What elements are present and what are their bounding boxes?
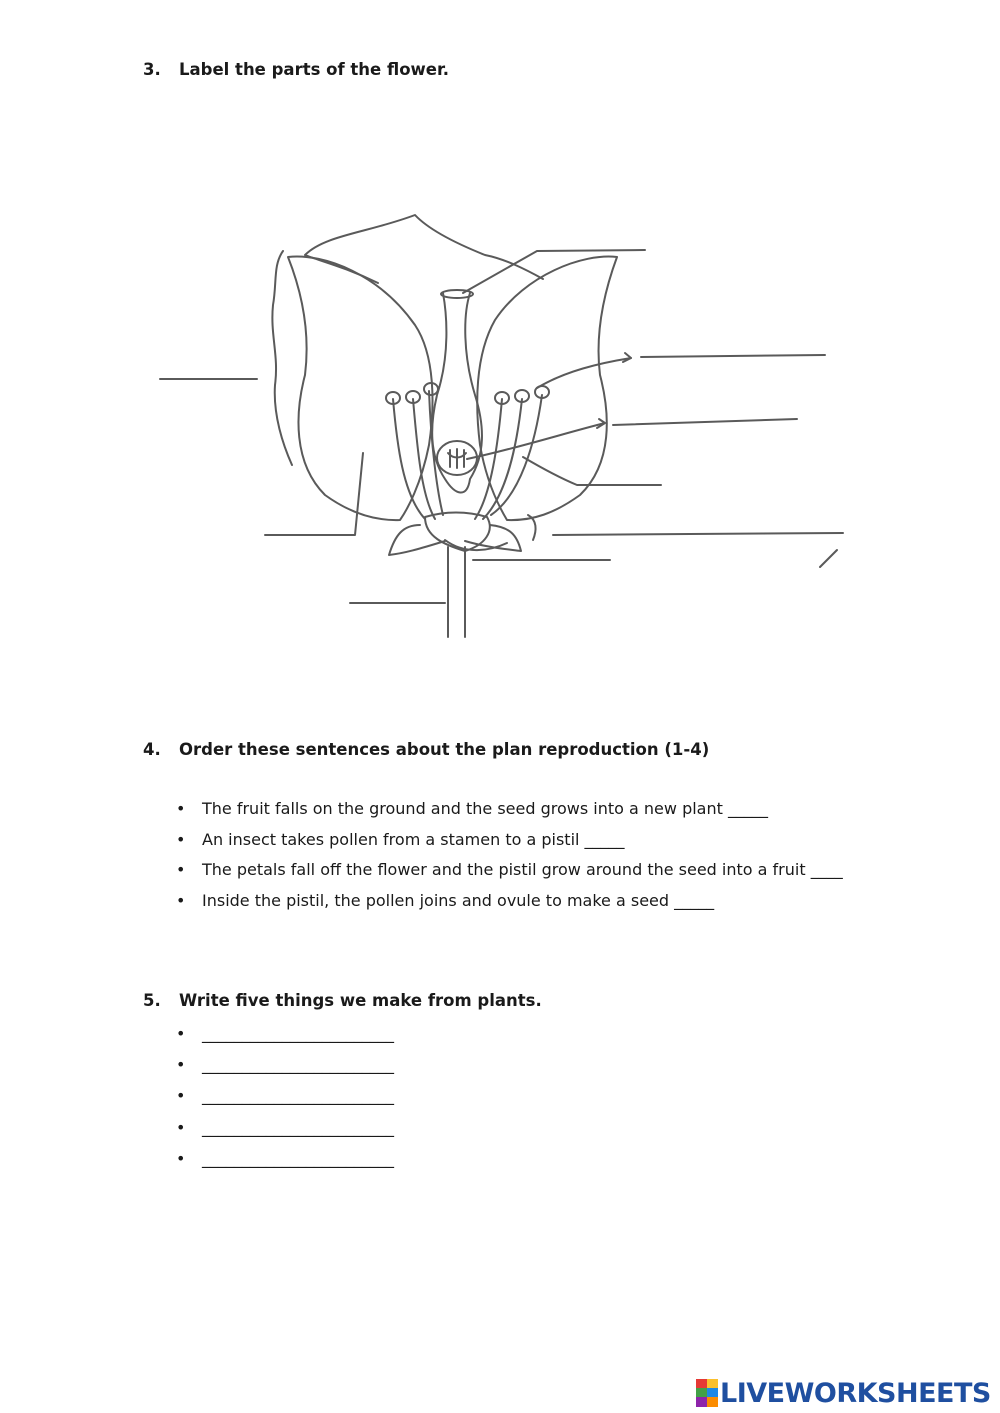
- ovules: [448, 449, 466, 468]
- label-line: [553, 533, 843, 535]
- question-4-heading: [143, 740, 709, 759]
- order-sentences-list: [176, 798, 843, 920]
- stamen-right-2: [483, 399, 522, 519]
- list-item: • The fruit falls on the ground and the seed grows into a new plant _____: [176, 798, 843, 829]
- label-line: [265, 453, 363, 535]
- label-line: [537, 358, 631, 388]
- question-number: 4.: [143, 740, 161, 759]
- label-line: [613, 419, 797, 425]
- stem: [448, 547, 465, 637]
- logo-text: LIVEWORKSHEETS: [720, 1377, 991, 1409]
- answer-blank[interactable]: • ________________________: [176, 1023, 394, 1054]
- anther: [424, 383, 438, 395]
- question-5-heading: [143, 991, 542, 1010]
- question-number: 3.: [143, 60, 161, 79]
- question-text: Write five things we make from plants.: [179, 991, 542, 1010]
- answer-blank[interactable]: • ________________________: [176, 1148, 394, 1179]
- left-bracket: [272, 251, 292, 465]
- stamen-left-3: [429, 391, 443, 515]
- label-line: [641, 355, 825, 357]
- question-text: Order these sentences about the plan reproduction (1-4): [179, 740, 710, 759]
- question-text: Label the parts of the flower.: [179, 60, 450, 79]
- flower-diagram: [145, 195, 855, 665]
- list-item: • The petals fall off the flower and the pistil grow around the seed into a fruit ____: [176, 859, 843, 890]
- back-petal: [305, 215, 543, 283]
- list-item: • Inside the pistil, the pollen joins and ovule to make a seed _____: [176, 890, 843, 921]
- answer-blank[interactable]: • ________________________: [176, 1085, 394, 1116]
- label-line: [623, 353, 631, 362]
- logo-mark-icon: [696, 1379, 718, 1407]
- liveworksheets-logo: [696, 1375, 991, 1411]
- list-item: • An insect takes pollen from a stamen to a pistil _____: [176, 829, 843, 860]
- answer-blanks-list: [176, 1023, 394, 1179]
- label-line: [820, 550, 837, 567]
- sepal-left: [389, 525, 445, 555]
- answer-blank[interactable]: • ________________________: [176, 1054, 394, 1085]
- stigma: [441, 290, 473, 298]
- question-3-heading: [143, 60, 449, 79]
- answer-blank[interactable]: • ________________________: [176, 1117, 394, 1148]
- question-number: 5.: [143, 991, 161, 1010]
- stamen-left-1: [393, 399, 425, 519]
